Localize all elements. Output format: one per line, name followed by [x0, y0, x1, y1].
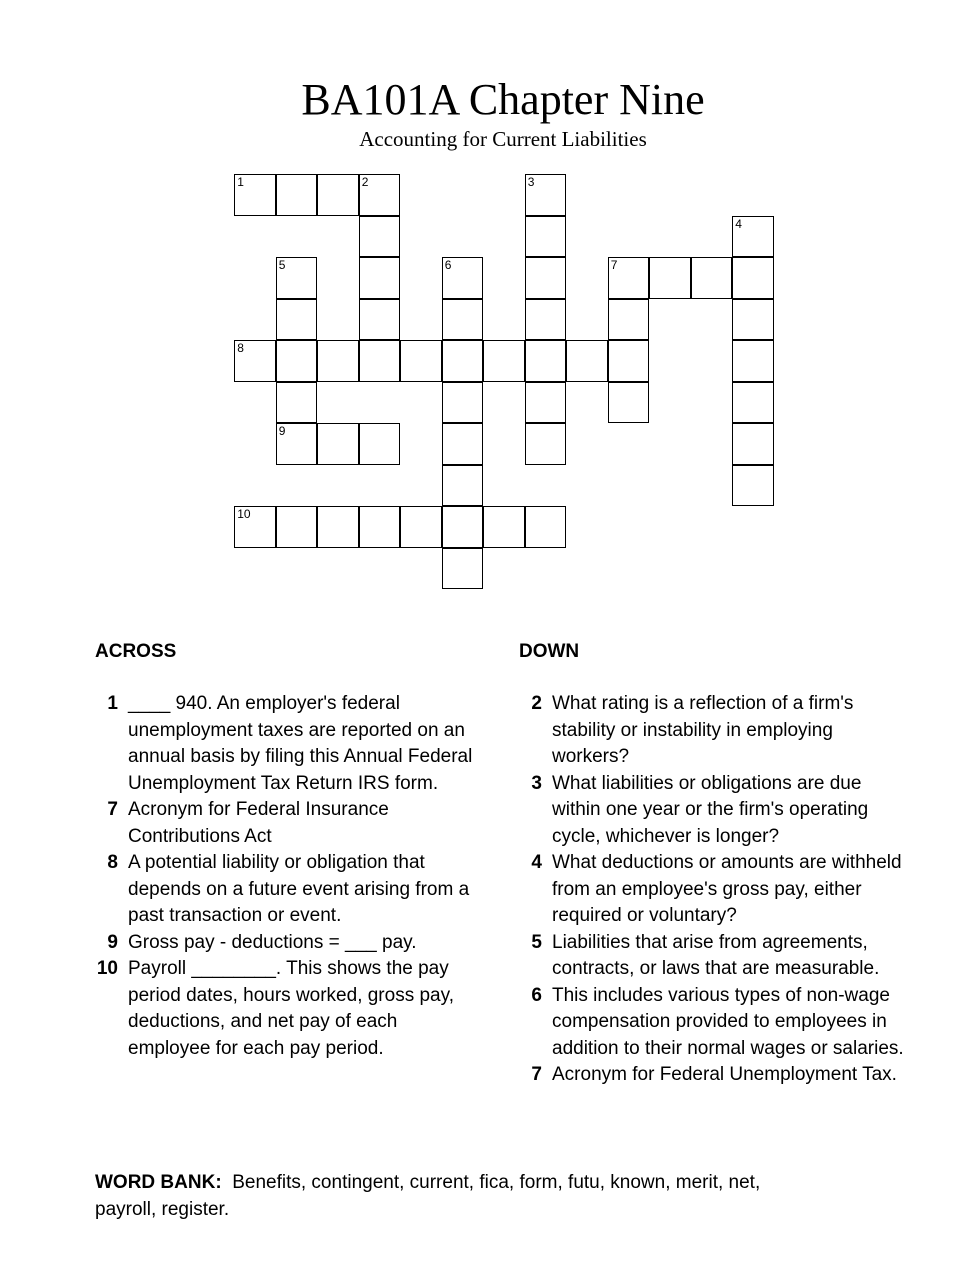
clue-number: 4: [531, 852, 542, 873]
across-clue-7: [94, 797, 478, 850]
down-clue-2: [518, 691, 908, 771]
grid-cell[interactable]: [525, 340, 567, 382]
word-bank: [95, 1170, 815, 1223]
grid-cell[interactable]: [608, 340, 650, 382]
grid-cell[interactable]: [442, 548, 484, 590]
clue-number: 3: [531, 772, 542, 794]
page-title: BA101A Chapter Nine: [301, 75, 705, 124]
page-subtitle: Accounting for Current Liabilities: [359, 127, 647, 151]
grid-cell[interactable]: [276, 382, 318, 424]
clue-number: 9: [107, 931, 118, 953]
grid-cell[interactable]: [234, 340, 276, 382]
clue-text: What deductions or amounts are withheld from an employee's gross pay, either required or voluntary?: [552, 852, 902, 926]
grid-cell[interactable]: [234, 506, 276, 548]
grid-cell[interactable]: [359, 340, 401, 382]
grid-cell[interactable]: [442, 382, 484, 424]
down-clue-list: [518, 691, 908, 1089]
clue-text: ____ 940. An employer's federal unemployment taxes are reported on an annual basis by filing this Annual Federal Unemployment Tax Return IRS form.: [128, 693, 473, 794]
grid-cell[interactable]: [525, 257, 567, 299]
grid-cell[interactable]: [732, 340, 774, 382]
grid-cell[interactable]: [732, 216, 774, 258]
across-clue-list: [94, 691, 478, 1062]
grid-cell[interactable]: [317, 506, 359, 548]
grid-cell[interactable]: [234, 174, 276, 216]
grid-cell[interactable]: [608, 382, 650, 424]
grid-cell-number: 4: [735, 216, 742, 231]
clue-number: 10: [96, 958, 118, 979]
grid-cell-number: 9: [278, 424, 286, 439]
clue-number: 8: [107, 852, 118, 873]
grid-cell[interactable]: [317, 340, 359, 382]
clue-number: 1: [107, 693, 118, 714]
grid-cell-number: 3: [527, 175, 535, 190]
grid-cell[interactable]: [359, 257, 401, 299]
grid-cell[interactable]: [442, 506, 484, 548]
grid-cell-number: 10: [237, 507, 251, 522]
grid-cell[interactable]: [732, 423, 774, 465]
grid-cell[interactable]: [608, 257, 650, 299]
grid-cell[interactable]: [276, 257, 318, 299]
grid-cell[interactable]: [732, 465, 774, 507]
grid-cell-number: 5: [278, 258, 286, 273]
down-clue-4: [518, 850, 908, 930]
across-clue-10: [94, 956, 478, 1062]
word-bank-label: WORD BANK:: [95, 1172, 222, 1193]
grid-cell[interactable]: [525, 382, 567, 424]
grid-cell[interactable]: [359, 174, 401, 216]
clue-number: 5: [531, 931, 542, 953]
grid-cell[interactable]: [359, 299, 401, 341]
grid-cell[interactable]: [400, 506, 442, 548]
grid-cell-number: 7: [610, 258, 618, 273]
grid-cell[interactable]: [608, 299, 650, 341]
clue-number: 7: [531, 1064, 542, 1085]
grid-cell[interactable]: [483, 506, 525, 548]
across-clue-8: [94, 850, 478, 930]
grid-cell[interactable]: [691, 257, 733, 299]
grid-cell-number: 6: [444, 258, 452, 273]
grid-cell[interactable]: [317, 423, 359, 465]
clue-text: What rating is a reflection of a firm's stability or instability in employing workers?: [552, 693, 854, 767]
clue-text: Acronym for Federal Unemployment Tax.: [552, 1064, 897, 1085]
grid-cell-number: 1: [237, 175, 244, 190]
grid-cell[interactable]: [442, 257, 484, 299]
across-header: ACROSS: [95, 641, 177, 662]
clue-text: This includes various types of non-wage compensation provided to employees in addition to their normal wages or salaries.: [552, 984, 904, 1059]
across-clue-9: [94, 930, 478, 957]
grid-cell[interactable]: [276, 174, 318, 216]
grid-cell[interactable]: [442, 423, 484, 465]
grid-cell[interactable]: [732, 299, 774, 341]
grid-cell[interactable]: [276, 506, 318, 548]
grid-cell[interactable]: [525, 174, 567, 216]
clue-number: 6: [531, 984, 542, 1006]
grid-cell-number: 8: [237, 341, 244, 356]
grid-cell[interactable]: [442, 465, 484, 507]
word-bank-words: Benefits, contingent, current, fica, form, futu, known, merit, net, payroll, register.: [95, 1172, 761, 1220]
grid-cell-number: 2: [361, 175, 369, 190]
grid-cell[interactable]: [483, 340, 525, 382]
clue-number: 7: [107, 799, 118, 820]
grid-cell[interactable]: [525, 506, 567, 548]
clue-text: Payroll ________. This shows the pay period dates, hours worked, gross pay, deductions, and net pay of each employee for each pay period.: [128, 958, 454, 1059]
grid-cell[interactable]: [400, 340, 442, 382]
grid-cell[interactable]: [276, 423, 318, 465]
down-clue-7: [518, 1062, 908, 1089]
grid-cell[interactable]: [732, 382, 774, 424]
clue-text: Acronym for Federal Insurance Contributions Act: [128, 799, 389, 847]
grid-cell[interactable]: [442, 299, 484, 341]
grid-cell[interactable]: [317, 174, 359, 216]
grid-cell[interactable]: [276, 340, 318, 382]
down-clue-6: [518, 983, 908, 1063]
grid-cell[interactable]: [525, 216, 567, 258]
grid-cell[interactable]: [525, 423, 567, 465]
grid-cell[interactable]: [359, 216, 401, 258]
down-clue-3: [518, 771, 908, 851]
down-clue-5: [518, 930, 908, 983]
clue-number: 2: [531, 693, 542, 714]
grid-cell[interactable]: [566, 340, 608, 382]
down-header: DOWN: [519, 641, 580, 662]
clue-text: Gross pay - deductions = ___ pay.: [128, 931, 417, 953]
grid-cell[interactable]: [359, 423, 401, 465]
across-clue-1: [94, 691, 478, 797]
clue-text: Liabilities that arise from agreements, contracts, or laws that are measurable.: [552, 931, 880, 979]
grid-cell[interactable]: [649, 257, 691, 299]
clue-text: What liabilities or obligations are due within one year or the firm's operating cycle, whichever is longer?: [552, 772, 869, 847]
grid-cell[interactable]: [732, 257, 774, 299]
grid-cell[interactable]: [525, 299, 567, 341]
grid-cell[interactable]: [442, 340, 484, 382]
clue-text: A potential liability or obligation that depends on a future event arising from a past transaction or event.: [128, 852, 470, 926]
grid-cell[interactable]: [276, 299, 318, 341]
grid-cell[interactable]: [359, 506, 401, 548]
